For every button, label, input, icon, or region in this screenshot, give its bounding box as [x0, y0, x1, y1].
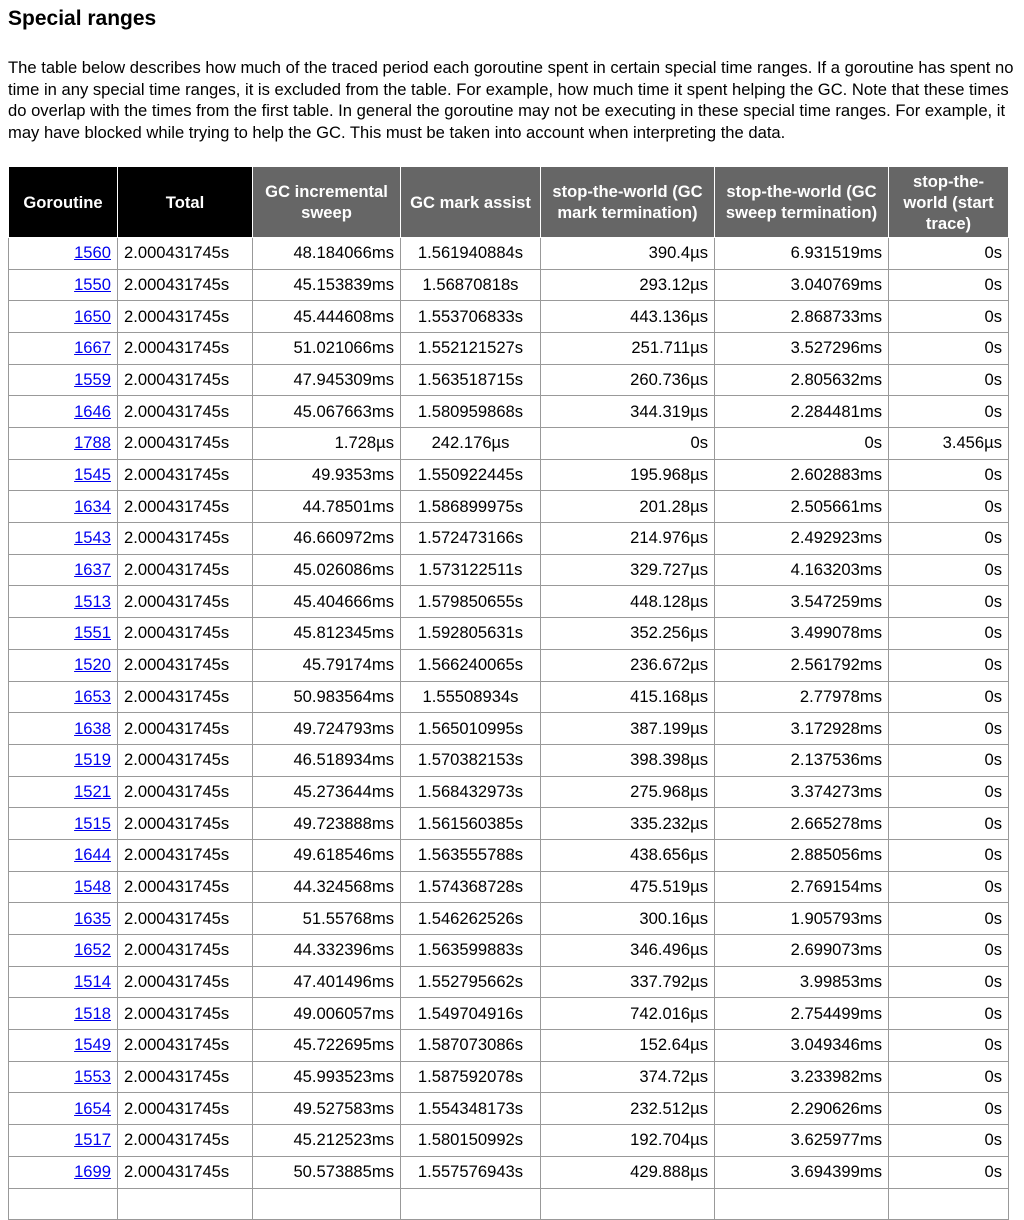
gc-incremental-sweep-cell: 47.401496ms [253, 966, 401, 998]
stw-start-trace-cell: 0s [889, 1061, 1009, 1093]
section-heading: Special ranges [8, 7, 157, 30]
gc-incremental-sweep-cell: 49.006057ms [253, 998, 401, 1030]
goroutine-link[interactable]: 1653 [74, 686, 111, 706]
goroutine-cell [9, 966, 118, 998]
gc-mark-assist-cell: 1.561940884s [401, 237, 541, 269]
gc-mark-assist-cell: 1.580959868s [401, 396, 541, 428]
table-row [9, 1093, 1009, 1125]
table-row [9, 1061, 1009, 1093]
stw-sweep-termination-cell: 3.99853ms [715, 966, 889, 998]
table-body [9, 237, 1009, 1219]
total-cell: 2.000431745s [118, 523, 253, 555]
table-row [9, 491, 1009, 523]
goroutine-link[interactable]: 1517 [74, 1130, 111, 1150]
stw-mark-termination-cell: 415.168µs [541, 681, 715, 713]
stw-start-trace-cell: 0s [889, 1030, 1009, 1062]
goroutine-cell [9, 396, 118, 428]
gc-mark-assist-cell: 1.550922445s [401, 459, 541, 491]
goroutine-cell [9, 586, 118, 618]
stw-mark-termination-cell: 429.888µs [541, 1156, 715, 1188]
total-cell: 2.000431745s [118, 332, 253, 364]
stw-start-trace-cell: 0s [889, 903, 1009, 935]
gc-mark-assist-cell: 1.574368728s [401, 871, 541, 903]
gc-mark-assist-cell: 1.546262526s [401, 903, 541, 935]
gc-mark-assist-cell: 1.557576943s [401, 1156, 541, 1188]
goroutine-link[interactable]: 1634 [74, 496, 111, 516]
stw-start-trace-cell: 0s [889, 776, 1009, 808]
total-cell: 2.000431745s [118, 396, 253, 428]
goroutine-cell [9, 1188, 118, 1220]
goroutine-link[interactable]: 1646 [74, 401, 111, 421]
gc-mark-assist-cell: 242.176µs [401, 428, 541, 460]
table-row [9, 681, 1009, 713]
gc-incremental-sweep-cell: 49.527583ms [253, 1093, 401, 1125]
stw-mark-termination-cell: 214.976µs [541, 523, 715, 555]
stw-mark-termination-cell: 443.136µs [541, 301, 715, 333]
stw-sweep-termination-cell: 3.547259ms [715, 586, 889, 618]
goroutine-cell [9, 649, 118, 681]
gc-mark-assist-cell: 1.587073086s [401, 1030, 541, 1062]
gc-incremental-sweep-cell: 48.184066ms [253, 237, 401, 269]
col-header-stw-mark-termination[interactable]: stop-the-world (GC mark termination) [541, 167, 715, 237]
total-cell: 2.000431745s [118, 1061, 253, 1093]
gc-mark-assist-cell: 1.592805631s [401, 618, 541, 650]
stw-start-trace-cell: 0s [889, 523, 1009, 555]
goroutine-cell [9, 1030, 118, 1062]
goroutine-cell [9, 935, 118, 967]
total-cell: 2.000431745s [118, 649, 253, 681]
col-header-total[interactable]: Total [118, 167, 253, 237]
gc-incremental-sweep-cell: 45.404666ms [253, 586, 401, 618]
goroutine-link[interactable]: 1654 [74, 1098, 111, 1118]
total-cell: 2.000431745s [118, 681, 253, 713]
stw-sweep-termination-cell: 2.885056ms [715, 839, 889, 871]
stw-start-trace-cell: 0s [889, 491, 1009, 523]
table-row [9, 871, 1009, 903]
table-row [9, 966, 1009, 998]
gc-mark-assist-cell: 1.566240065s [401, 649, 541, 681]
stw-start-trace-cell: 0s [889, 1125, 1009, 1157]
stw-mark-termination-cell: 0s [541, 428, 715, 460]
goroutine-link[interactable]: 1543 [74, 528, 111, 548]
stw-sweep-termination-cell: 2.805632ms [715, 364, 889, 396]
stw-mark-termination-cell: 201.28µs [541, 491, 715, 523]
total-cell: 2.000431745s [118, 871, 253, 903]
goroutine-cell [9, 364, 118, 396]
table-row [9, 1188, 1009, 1220]
gc-incremental-sweep-cell: 1.728µs [253, 428, 401, 460]
goroutine-link[interactable]: 1548 [74, 876, 111, 896]
stw-mark-termination-cell: 344.319µs [541, 396, 715, 428]
table-row [9, 396, 1009, 428]
gc-mark-assist-cell: 1.565010995s [401, 713, 541, 745]
stw-start-trace-cell: 0s [889, 1093, 1009, 1125]
goroutine-link[interactable]: 1519 [74, 750, 111, 770]
total-cell: 2.000431745s [118, 459, 253, 491]
stw-start-trace-cell: 0s [889, 269, 1009, 301]
goroutine-cell [9, 713, 118, 745]
goroutine-cell [9, 903, 118, 935]
gc-mark-assist-cell: 1.573122511s [401, 554, 541, 586]
total-cell: 2.000431745s [118, 1093, 253, 1125]
stw-mark-termination-cell: 438.656µs [541, 839, 715, 871]
stw-mark-termination-cell: 329.727µs [541, 554, 715, 586]
goroutine-cell [9, 744, 118, 776]
gc-mark-assist-cell: 1.563599883s [401, 935, 541, 967]
stw-start-trace-cell [889, 1188, 1009, 1220]
goroutine-cell [9, 839, 118, 871]
stw-mark-termination-cell: 300.16µs [541, 903, 715, 935]
table-row [9, 935, 1009, 967]
stw-mark-termination-cell: 387.199µs [541, 713, 715, 745]
goroutine-cell [9, 1125, 118, 1157]
gc-incremental-sweep-cell: 45.026086ms [253, 554, 401, 586]
goroutine-link[interactable]: 1553 [74, 1067, 111, 1087]
gc-mark-assist-cell: 1.552795662s [401, 966, 541, 998]
stw-start-trace-cell: 0s [889, 744, 1009, 776]
gc-mark-assist-cell: 1.552121527s [401, 332, 541, 364]
table-row [9, 839, 1009, 871]
gc-incremental-sweep-cell: 44.332396ms [253, 935, 401, 967]
stw-mark-termination-cell: 260.736µs [541, 364, 715, 396]
stw-sweep-termination-cell: 3.527296ms [715, 332, 889, 364]
stw-sweep-termination-cell: 2.602883ms [715, 459, 889, 491]
table-row [9, 269, 1009, 301]
stw-start-trace-cell: 0s [889, 871, 1009, 903]
table-row [9, 903, 1009, 935]
stw-mark-termination-cell: 398.398µs [541, 744, 715, 776]
goroutine-link[interactable]: 1652 [74, 940, 111, 960]
goroutine-link[interactable]: 1549 [74, 1035, 111, 1055]
gc-mark-assist-cell: 1.572473166s [401, 523, 541, 555]
gc-mark-assist-cell: 1.549704916s [401, 998, 541, 1030]
stw-mark-termination-cell: 251.711µs [541, 332, 715, 364]
table-row [9, 744, 1009, 776]
col-header-stw-start-trace[interactable]: stop-the-world (start trace) [889, 167, 1009, 237]
gc-incremental-sweep-cell: 49.9353ms [253, 459, 401, 491]
goroutine-cell [9, 428, 118, 460]
table-row [9, 1030, 1009, 1062]
total-cell: 2.000431745s [118, 301, 253, 333]
col-header-stw-sweep-termination[interactable]: stop-the-world (GC sweep termination) [715, 167, 889, 237]
table-row [9, 618, 1009, 650]
stw-mark-termination-cell: 374.72µs [541, 1061, 715, 1093]
table-row [9, 428, 1009, 460]
total-cell: 2.000431745s [118, 237, 253, 269]
table-row [9, 713, 1009, 745]
goroutine-cell [9, 1093, 118, 1125]
goroutine-cell [9, 998, 118, 1030]
total-cell: 2.000431745s [118, 269, 253, 301]
stw-start-trace-cell: 0s [889, 364, 1009, 396]
stw-mark-termination-cell: 475.519µs [541, 871, 715, 903]
table-row [9, 364, 1009, 396]
stw-sweep-termination-cell: 2.769154ms [715, 871, 889, 903]
stw-sweep-termination-cell: 3.172928ms [715, 713, 889, 745]
section-description: The table below describes how much of the traced period each goroutine spent in certain special time ranges. If a goroutine has spent no time in any special time ranges, it is excluded from the table. For example, how much time it spent helping the GC. Note that these times do overlap with the times from the first table. In general the goroutine may not be executing in these special time ranges. For example, it may have blocked while trying to help the GC. This must be taken into account when interpreting the data. [8, 58, 1014, 142]
stw-start-trace-cell: 3.456µs [889, 428, 1009, 460]
goroutine-link[interactable]: 1559 [74, 369, 111, 389]
total-cell: 2.000431745s [118, 364, 253, 396]
gc-mark-assist-cell: 1.568432973s [401, 776, 541, 808]
stw-start-trace-cell: 0s [889, 332, 1009, 364]
stw-sweep-termination-cell: 0s [715, 428, 889, 460]
total-cell: 2.000431745s [118, 554, 253, 586]
stw-start-trace-cell: 0s [889, 839, 1009, 871]
total-cell: 2.000431745s [118, 966, 253, 998]
goroutine-link[interactable]: 1667 [74, 338, 111, 358]
table-row [9, 301, 1009, 333]
stw-mark-termination-cell: 742.016µs [541, 998, 715, 1030]
stw-sweep-termination-cell: 6.931519ms [715, 237, 889, 269]
goroutine-link[interactable]: 1635 [74, 908, 111, 928]
goroutine-cell [9, 491, 118, 523]
stw-start-trace-cell: 0s [889, 396, 1009, 428]
stw-sweep-termination-cell: 3.499078ms [715, 618, 889, 650]
gc-mark-assist-cell: 1.563518715s [401, 364, 541, 396]
total-cell: 2.000431745s [118, 618, 253, 650]
gc-incremental-sweep-cell: 45.153839ms [253, 269, 401, 301]
gc-incremental-sweep-cell: 46.518934ms [253, 744, 401, 776]
table-row [9, 1156, 1009, 1188]
goroutine-cell [9, 776, 118, 808]
goroutine-cell [9, 459, 118, 491]
table-row [9, 586, 1009, 618]
stw-sweep-termination-cell: 2.290626ms [715, 1093, 889, 1125]
total-cell: 2.000431745s [118, 935, 253, 967]
goroutine-link[interactable]: 1638 [74, 718, 111, 738]
gc-incremental-sweep-cell: 49.618546ms [253, 839, 401, 871]
total-cell: 2.000431745s [118, 428, 253, 460]
stw-sweep-termination-cell: 2.137536ms [715, 744, 889, 776]
gc-incremental-sweep-cell: 51.021066ms [253, 332, 401, 364]
stw-start-trace-cell: 0s [889, 237, 1009, 269]
table-row [9, 776, 1009, 808]
stw-mark-termination-cell: 192.704µs [541, 1125, 715, 1157]
goroutine-link[interactable]: 1514 [74, 972, 111, 992]
stw-sweep-termination-cell: 1.905793ms [715, 903, 889, 935]
gc-incremental-sweep-cell: 45.812345ms [253, 618, 401, 650]
stw-start-trace-cell: 0s [889, 998, 1009, 1030]
gc-incremental-sweep-cell: 50.573885ms [253, 1156, 401, 1188]
stw-start-trace-cell: 0s [889, 713, 1009, 745]
table-row [9, 332, 1009, 364]
goroutine-cell [9, 301, 118, 333]
stw-sweep-termination-cell: 4.163203ms [715, 554, 889, 586]
goroutine-cell [9, 1156, 118, 1188]
total-cell: 2.000431745s [118, 1156, 253, 1188]
stw-mark-termination-cell: 352.256µs [541, 618, 715, 650]
total-cell: 2.000431745s [118, 998, 253, 1030]
stw-start-trace-cell: 0s [889, 1156, 1009, 1188]
stw-sweep-termination-cell: 2.868733ms [715, 301, 889, 333]
stw-mark-termination-cell: 293.12µs [541, 269, 715, 301]
gc-mark-assist-cell: 1.570382153s [401, 744, 541, 776]
gc-mark-assist-cell: 1.554348173s [401, 1093, 541, 1125]
stw-sweep-termination-cell: 2.505661ms [715, 491, 889, 523]
table-row [9, 649, 1009, 681]
gc-mark-assist-cell: 1.55508934s [401, 681, 541, 713]
special-ranges-table [8, 167, 1009, 1220]
table-row [9, 1125, 1009, 1157]
goroutine-link[interactable]: 1637 [74, 560, 111, 580]
goroutine-link[interactable]: 1699 [74, 1162, 111, 1182]
stw-start-trace-cell: 0s [889, 554, 1009, 586]
gc-mark-assist-cell: 1.56870818s [401, 269, 541, 301]
stw-mark-termination-cell: 390.4µs [541, 237, 715, 269]
gc-mark-assist-cell: 1.563555788s [401, 839, 541, 871]
goroutine-link[interactable]: 1518 [74, 1003, 111, 1023]
col-header-gc-incremental-sweep[interactable]: GC incremental sweep [253, 167, 401, 237]
gc-incremental-sweep-cell: 45.444608ms [253, 301, 401, 333]
stw-mark-termination-cell: 152.64µs [541, 1030, 715, 1062]
gc-incremental-sweep-cell: 45.212523ms [253, 1125, 401, 1157]
stw-start-trace-cell: 0s [889, 586, 1009, 618]
gc-mark-assist-cell: 1.580150992s [401, 1125, 541, 1157]
stw-start-trace-cell: 0s [889, 935, 1009, 967]
stw-sweep-termination-cell: 2.492923ms [715, 523, 889, 555]
stw-mark-termination-cell: 195.968µs [541, 459, 715, 491]
stw-mark-termination-cell [541, 1188, 715, 1220]
stw-start-trace-cell: 0s [889, 681, 1009, 713]
gc-incremental-sweep-cell: 45.722695ms [253, 1030, 401, 1062]
stw-sweep-termination-cell [715, 1188, 889, 1220]
gc-mark-assist-cell: 1.561560385s [401, 808, 541, 840]
stw-start-trace-cell: 0s [889, 459, 1009, 491]
stw-mark-termination-cell: 232.512µs [541, 1093, 715, 1125]
stw-mark-termination-cell: 346.496µs [541, 935, 715, 967]
goroutine-cell [9, 332, 118, 364]
stw-mark-termination-cell: 448.128µs [541, 586, 715, 618]
table-row [9, 523, 1009, 555]
gc-mark-assist-cell: 1.587592078s [401, 1061, 541, 1093]
stw-sweep-termination-cell: 3.694399ms [715, 1156, 889, 1188]
total-cell: 2.000431745s [118, 808, 253, 840]
goroutine-link[interactable]: 1515 [74, 813, 111, 833]
stw-start-trace-cell: 0s [889, 649, 1009, 681]
col-header-gc-mark-assist[interactable]: GC mark assist [401, 167, 541, 237]
goroutine-cell [9, 808, 118, 840]
table-row [9, 808, 1009, 840]
gc-incremental-sweep-cell: 51.55768ms [253, 903, 401, 935]
goroutine-link[interactable]: 1521 [74, 781, 111, 801]
stw-sweep-termination-cell: 2.284481ms [715, 396, 889, 428]
table-row [9, 998, 1009, 1030]
goroutine-cell [9, 1061, 118, 1093]
total-cell: 2.000431745s [118, 839, 253, 871]
goroutine-link[interactable]: 1650 [74, 306, 111, 326]
gc-incremental-sweep-cell: 50.983564ms [253, 681, 401, 713]
col-header-goroutine[interactable]: Goroutine [9, 167, 118, 237]
stw-start-trace-cell: 0s [889, 966, 1009, 998]
goroutine-cell [9, 269, 118, 301]
goroutine-link[interactable]: 1560 [74, 243, 111, 263]
stw-start-trace-cell: 0s [889, 618, 1009, 650]
total-cell [118, 1188, 253, 1220]
stw-mark-termination-cell: 236.672µs [541, 649, 715, 681]
gc-incremental-sweep-cell: 45.067663ms [253, 396, 401, 428]
stw-sweep-termination-cell: 3.374273ms [715, 776, 889, 808]
total-cell: 2.000431745s [118, 1125, 253, 1157]
total-cell: 2.000431745s [118, 776, 253, 808]
stw-sweep-termination-cell: 2.77978ms [715, 681, 889, 713]
stw-mark-termination-cell: 275.968µs [541, 776, 715, 808]
stw-sweep-termination-cell: 3.040769ms [715, 269, 889, 301]
goroutine-link[interactable]: 1513 [74, 591, 111, 611]
gc-mark-assist-cell: 1.586899975s [401, 491, 541, 523]
stw-start-trace-cell: 0s [889, 808, 1009, 840]
total-cell: 2.000431745s [118, 744, 253, 776]
table-row [9, 237, 1009, 269]
gc-incremental-sweep-cell: 49.724793ms [253, 713, 401, 745]
total-cell: 2.000431745s [118, 586, 253, 618]
goroutine-cell [9, 618, 118, 650]
goroutine-link[interactable]: 1644 [74, 845, 111, 865]
stw-sweep-termination-cell: 2.754499ms [715, 998, 889, 1030]
total-cell: 2.000431745s [118, 491, 253, 523]
gc-incremental-sweep-cell: 45.273644ms [253, 776, 401, 808]
stw-mark-termination-cell: 337.792µs [541, 966, 715, 998]
goroutine-link[interactable]: 1520 [74, 655, 111, 675]
table-row [9, 459, 1009, 491]
table-row [9, 554, 1009, 586]
goroutine-link[interactable]: 1788 [74, 433, 111, 453]
gc-incremental-sweep-cell: 44.324568ms [253, 871, 401, 903]
gc-incremental-sweep-cell: 49.723888ms [253, 808, 401, 840]
gc-incremental-sweep-cell [253, 1188, 401, 1220]
gc-mark-assist-cell: 1.579850655s [401, 586, 541, 618]
table-header-row [9, 167, 1009, 237]
stw-sweep-termination-cell: 2.699073ms [715, 935, 889, 967]
stw-sweep-termination-cell: 3.049346ms [715, 1030, 889, 1062]
total-cell: 2.000431745s [118, 1030, 253, 1062]
goroutine-link[interactable]: 1551 [74, 623, 111, 643]
total-cell: 2.000431745s [118, 713, 253, 745]
stw-sweep-termination-cell: 2.665278ms [715, 808, 889, 840]
goroutine-link[interactable]: 1545 [74, 465, 111, 485]
gc-incremental-sweep-cell: 44.78501ms [253, 491, 401, 523]
stw-sweep-termination-cell: 3.625977ms [715, 1125, 889, 1157]
gc-incremental-sweep-cell: 45.79174ms [253, 649, 401, 681]
goroutine-link[interactable]: 1550 [74, 274, 111, 294]
gc-incremental-sweep-cell: 47.945309ms [253, 364, 401, 396]
stw-sweep-termination-cell: 3.233982ms [715, 1061, 889, 1093]
goroutine-cell [9, 871, 118, 903]
gc-mark-assist-cell: 1.553706833s [401, 301, 541, 333]
gc-incremental-sweep-cell: 45.993523ms [253, 1061, 401, 1093]
gc-incremental-sweep-cell: 46.660972ms [253, 523, 401, 555]
goroutine-cell [9, 237, 118, 269]
stw-mark-termination-cell: 335.232µs [541, 808, 715, 840]
goroutine-cell [9, 681, 118, 713]
goroutine-cell [9, 554, 118, 586]
stw-start-trace-cell: 0s [889, 301, 1009, 333]
total-cell: 2.000431745s [118, 903, 253, 935]
gc-mark-assist-cell [401, 1188, 541, 1220]
goroutine-cell [9, 523, 118, 555]
stw-sweep-termination-cell: 2.561792ms [715, 649, 889, 681]
